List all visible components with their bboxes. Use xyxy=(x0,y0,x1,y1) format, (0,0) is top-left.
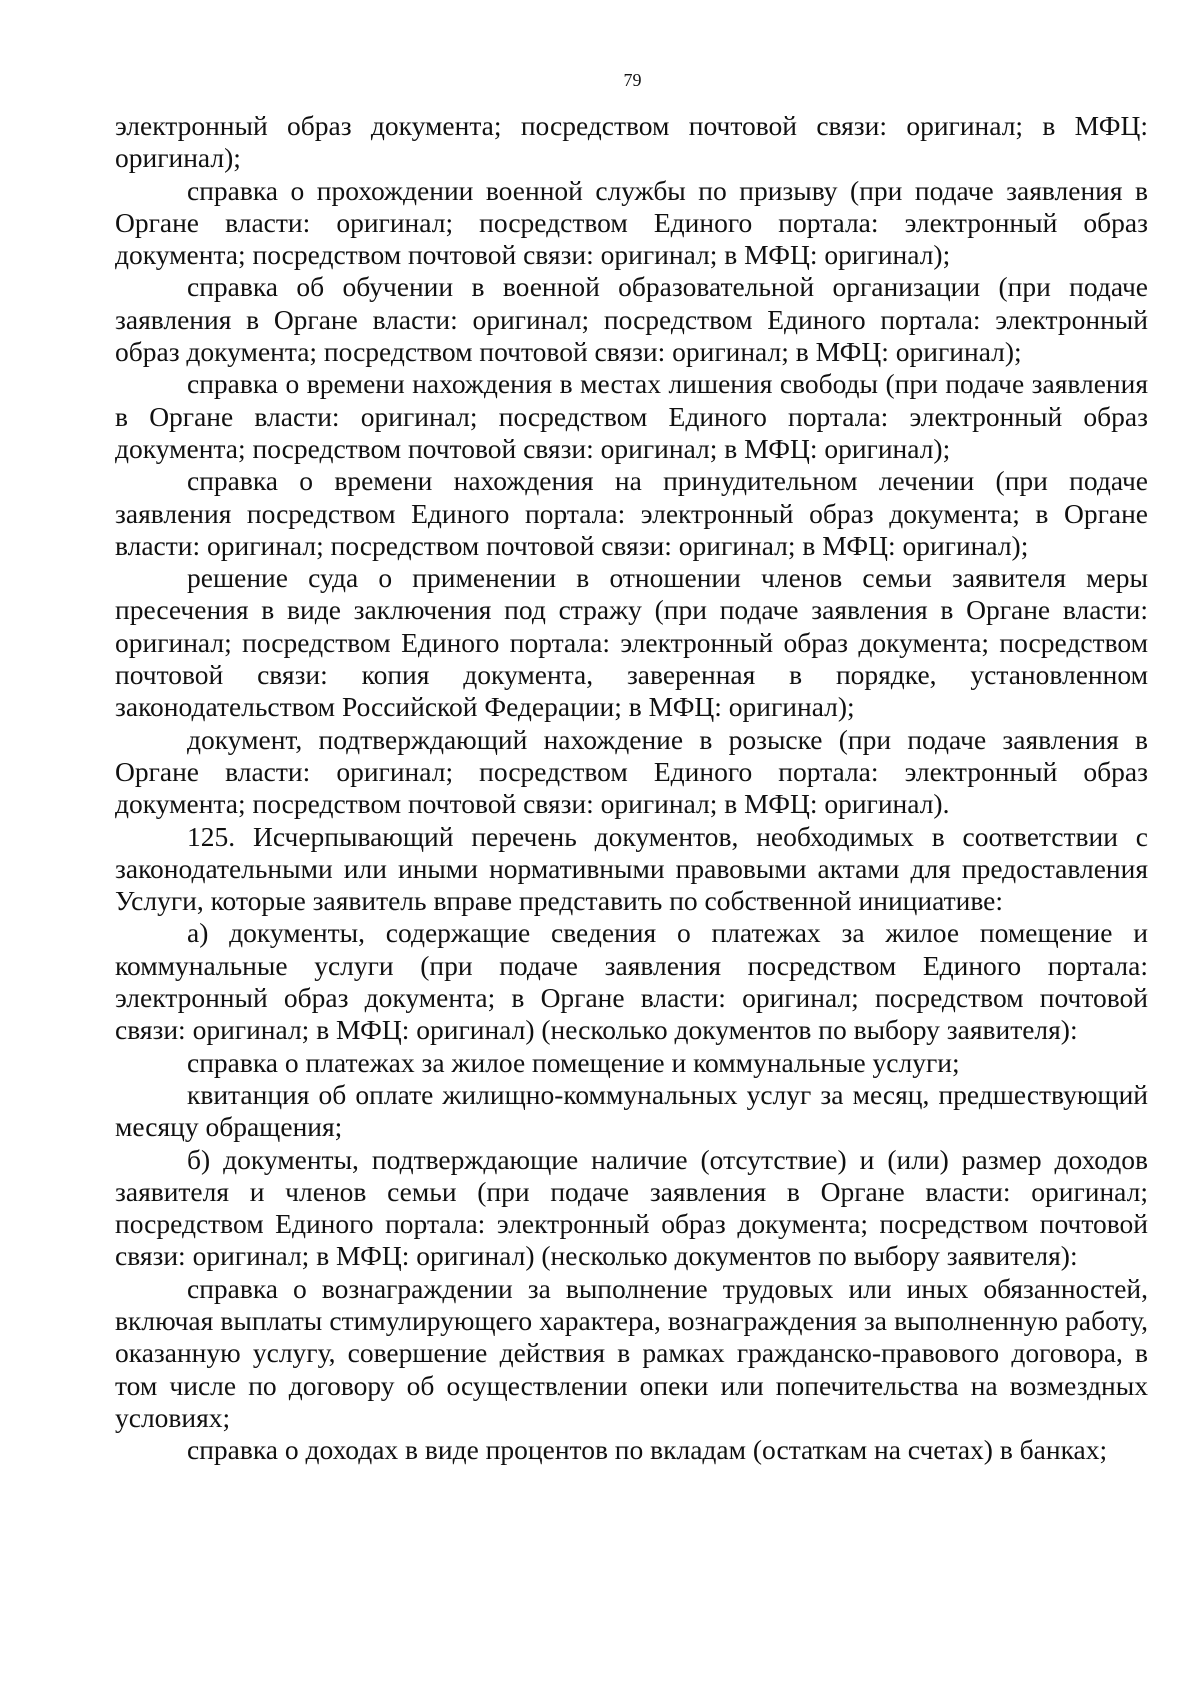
page-number: 79 xyxy=(623,70,642,90)
paragraph-compulsory-treatment: справка о времени нахождения на принудительном лечении (при подаче заявления посредством Единого портала: электронный образ документа; в Органе власти: оригинал; посредством почтовой связи: оригинал; в МФЦ: оригинал); xyxy=(115,465,1148,561)
paragraph-court-decision: решение суда о применении в отношении членов семьи заявителя меры пресечения в виде заключения под стражу (при подаче заявления в Органе власти: оригинал; посредством Единого портала: электронный образ документа; посредством почтовой связи: копия документа, заверенная в порядке, установленном законодательством Российской Федерации; в МФЦ: оригинал); xyxy=(115,562,1148,723)
paragraph-payments-certificate: справка о платежах за жилое помещение и коммунальные услуги; xyxy=(187,1046,960,1078)
paragraph-imprisonment: справка о времени нахождения в местах лишения свободы (при подаче заявления в Органе власти: оригинал; посредством Единого портала: электронный образ документа; посредством почтовой связи: оригинал; в МФЦ: оригинал); xyxy=(115,368,1148,464)
paragraph-utility-receipt: квитанция об оплате жилищно-коммунальных услуг за месяц, предшествующий месяцу обращения; xyxy=(115,1078,1148,1143)
paragraph-subitem-a: а) документы, содержащие сведения о платежах за жилое помещение и коммунальные услуги (при подаче заявления посредством Единого портала: электронный образ документа; в Органе власти: оригинал; посредством почтовой связи: оригинал; в МФЦ: оригинал) (несколько документов по выбору заявителя): xyxy=(115,917,1148,1046)
paragraph-wanted-list: документ, подтверждающий нахождение в розыске (при подаче заявления в Органе власти: оригинал; посредством Единого портала: электронный образ документа; посредством почтовой связи: оригинал; в МФЦ: оригинал). xyxy=(115,723,1148,820)
paragraph-remuneration-certificate: справка о вознаграждении за выполнение трудовых или иных обязанностей, включая выплаты стимулирующего характера, вознаграждения за выполненную работу, оказанную услугу, совершение действия в рамках гражданско-правового договора, в том числе по договору об осуществлении опеки или попечительства на возмездных условиях; xyxy=(115,1272,1148,1433)
paragraph-military-service: справка о прохождении военной службы по призыву (при подаче заявления в Органе власти: оригинал; посредством Единого портала: электронный образ документа; посредством почтовой связи: оригинал; в МФЦ: оригинал); xyxy=(115,174,1148,271)
paragraph-subitem-b: б) документы, подтверждающие наличие (отсутствие) и (или) размер доходов заявителя и членов семьи (при подаче заявления в Органе власти: оригинал; посредством Единого портала: электронный образ документа; посредством почтовой связи: оригинал; в МФЦ: оригинал) (несколько документов по выбору заявителя): xyxy=(115,1143,1148,1272)
paragraph-military-education: справка об обучении в военной образовательной организации (при подаче заявления в Органе власти: оригинал; посредством Единого портала: электронный образ документа; посредством почтовой связи: оригинал; в МФЦ: оригинал); xyxy=(115,271,1148,368)
paragraph-interest-income-certificate: справка о доходах в виде процентов по вкладам (остаткам на счетах) в банках; xyxy=(187,1434,1108,1466)
paragraph-continuation: электронный образ документа; посредством почтовой связи: оригинал; в МФЦ: оригинал); xyxy=(115,110,1148,174)
document-body xyxy=(115,110,1148,1466)
paragraph-item-125: 125. Исчерпывающий перечень документов, необходимых в соответствии с законодательными или иными нормативными правовыми актами для предоставления Услуги, которые заявитель вправе представить по собственной инициативе: xyxy=(115,820,1148,917)
